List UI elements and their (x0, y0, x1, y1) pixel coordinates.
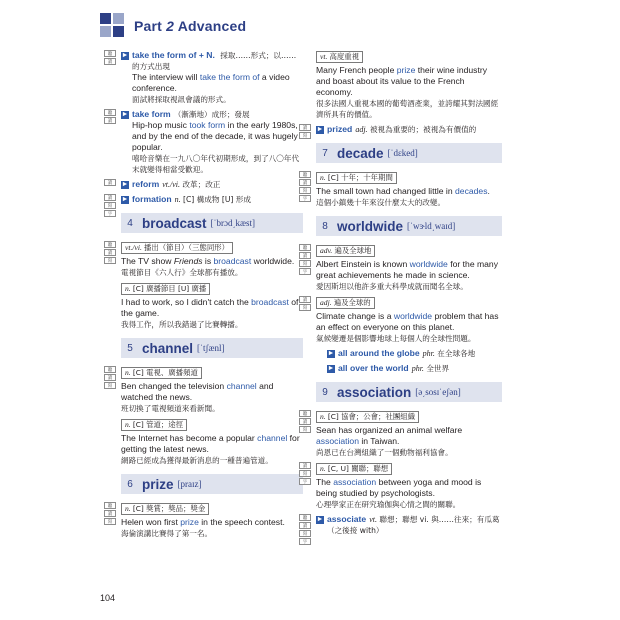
headword-number: 7 (322, 147, 328, 159)
example-fragment: worldwide. (251, 256, 295, 266)
skill-tags (104, 179, 118, 186)
example-fragment: a video conference. (132, 72, 290, 93)
sense-label (316, 51, 363, 63)
headword-number: 6 (127, 478, 133, 490)
derivative-gloss: 採取……形式；以……的方式出現 (132, 51, 297, 71)
pos-label: n. (125, 284, 131, 293)
headword: prize (142, 476, 174, 492)
skill-tag: 讀 (104, 179, 116, 186)
headword-ipa: [ˈtʃænl] (197, 343, 225, 353)
derivative-word: all over the world (338, 363, 409, 373)
example-translation: 愛因斯坦以他許多重大科學成就而聞名全球。 (316, 282, 468, 291)
skill-tag: 寫 (104, 257, 116, 264)
sense-gloss: [C, U] 關聯；聯想 (327, 464, 389, 473)
arrow-icon: ► (327, 364, 335, 372)
example-sentence (121, 72, 303, 94)
skill-tag: 聽 (299, 514, 311, 521)
intro-derivative (107, 179, 303, 190)
headword: association (337, 384, 412, 400)
derivative-gloss: 聯想；聯想 vi. 與……往來；有瓜葛（之後接 with） (327, 515, 500, 535)
pos-label: adj. (355, 125, 368, 134)
example-fragment: The TV show (121, 256, 174, 266)
sense-label (316, 172, 397, 184)
skill-tags (299, 244, 313, 275)
example-fragment: Hip-hop music (132, 120, 190, 130)
example-fragment: of the game. (121, 297, 299, 318)
skill-tags (104, 50, 118, 65)
skill-tags (299, 124, 313, 139)
sense-block (302, 406, 502, 458)
sense-label (121, 503, 209, 515)
example-fragment: I had to work, so I didn't catch the (121, 297, 252, 307)
sense-block (302, 240, 502, 292)
derivative-gloss: 改革；改正 (180, 180, 221, 189)
derivative-entry (107, 109, 303, 123)
skill-tags (104, 194, 118, 217)
example-translation: 心理學家正在研究瑜伽與心情之間的關聯。 (316, 500, 461, 509)
skill-tag: 讀 (299, 296, 311, 303)
sense-block (302, 292, 502, 344)
skill-tag: 寫 (104, 518, 116, 525)
headword-bar (121, 213, 303, 233)
example-sentence (316, 425, 502, 447)
page-number: 104 (100, 593, 116, 603)
skill-tag: 讀 (299, 418, 311, 425)
skill-tag: 讀 (104, 117, 116, 124)
sense-block (121, 278, 303, 330)
pos-label: phr. (411, 364, 424, 373)
sense-label (121, 242, 233, 254)
example-fragment: worldwide (409, 259, 448, 269)
arrow-icon: ► (327, 349, 335, 357)
skill-tag: 聽 (299, 244, 311, 251)
skill-tags (104, 502, 118, 525)
intro-derivative (107, 50, 303, 105)
example-translation: 班切換了電視頻道來看新聞。 (121, 404, 220, 413)
example-sentence (121, 256, 303, 267)
example-fragment: and watched the news. (121, 381, 274, 402)
headword-bar (316, 382, 502, 402)
example-sentence (121, 433, 303, 455)
prize-continued (302, 46, 502, 138)
example-fragment: The (316, 477, 334, 487)
pos-label: adj. (320, 298, 332, 307)
skill-tag: 寫 (299, 530, 311, 537)
sense-gloss: 播出（節目）（三態同形） (144, 243, 229, 252)
derivative-word: take form (132, 109, 171, 119)
skill-tag: 寫 (299, 304, 311, 311)
example-fragment: problem that has an effect on everyone on this planet. (316, 311, 499, 332)
example-sentence (316, 186, 502, 197)
example-translation: 氣候變遷是個影響地球上每個人的全球性問題。 (316, 334, 476, 343)
sense-block (302, 167, 502, 208)
headword-number: 4 (127, 217, 133, 229)
page-header (100, 14, 246, 38)
skill-tag: 字 (299, 478, 311, 485)
example-fragment: The Internet has become a popular (121, 433, 258, 443)
example-fragment: channel (226, 381, 257, 391)
example-fragment: in the speech contest. (198, 517, 285, 527)
sense-label (316, 245, 375, 257)
pos-label: n. (320, 173, 326, 182)
pos-label: n. (125, 504, 131, 513)
skill-tags (299, 462, 313, 485)
derivative-body (132, 50, 303, 72)
skill-tags (104, 366, 118, 389)
skill-tags (104, 241, 118, 264)
arrow-icon: ► (121, 180, 129, 188)
pos-label: vt./vi. (125, 243, 142, 252)
example-fragment: Helen won first (121, 517, 181, 527)
example-fragment: channel (257, 433, 288, 443)
headword-bar (316, 216, 502, 236)
sense-gloss: [C] 十年；十年期間 (327, 173, 393, 182)
arrow-icon: ► (121, 195, 129, 203)
intro-derivative (107, 109, 303, 175)
sense-label (121, 367, 202, 379)
sense-label (121, 419, 187, 431)
skill-tag: 寫 (299, 187, 311, 194)
example-sentence (121, 120, 303, 153)
derivative-entry (302, 124, 502, 138)
skill-tags (299, 296, 313, 311)
part-title: Part 2 Advanced (134, 18, 247, 34)
example-fragment: worldwide (393, 311, 433, 321)
skill-tag: 寫 (299, 470, 311, 477)
derivative-word: prized (327, 124, 353, 134)
example-sentence (316, 311, 502, 333)
pos-label: vt./vi. (162, 180, 181, 189)
example-translation: 嘻哈音樂在一九八〇年代初期形成，到了八〇年代末就變得相當受歡迎。 (132, 154, 300, 174)
headword-ipa: [ˈwɝld͵waɪd] (407, 221, 456, 231)
example-translation: 海倫演講比賽得了第一名。 (121, 529, 213, 538)
sense-gloss: 遍及全球的 (333, 298, 371, 307)
headword: channel (142, 340, 194, 356)
left-column (107, 46, 303, 539)
example-fragment: . (487, 186, 490, 196)
example-fragment: for getting the latest news. (121, 433, 300, 454)
skill-tag: 字 (104, 210, 116, 217)
sense-label (121, 283, 210, 295)
derivative-body (338, 348, 475, 359)
skill-tag: 寫 (104, 202, 116, 209)
skill-tag: 讀 (104, 374, 116, 381)
right-column (302, 46, 502, 544)
example-fragment: prize (396, 65, 416, 75)
arrow-icon: ► (121, 51, 129, 59)
skill-tag: 讀 (299, 124, 311, 131)
sense-label (316, 297, 375, 309)
derivative-entry (107, 50, 303, 72)
example-sentence (316, 477, 502, 499)
skill-tag: 讀 (104, 510, 116, 517)
example-fragment: broadcast (213, 256, 252, 266)
pos-label: n. (125, 368, 131, 377)
example-fragment: association (316, 436, 359, 446)
example-fragment: Sean has organized an animal welfare (316, 425, 463, 435)
example-fragment: association (333, 477, 377, 487)
sense-block (302, 458, 502, 510)
skill-tag: 字 (299, 195, 311, 202)
example-translation: 尚恩已在台灣組織了一個動物福利協會。 (316, 448, 453, 457)
arrow-icon: ► (316, 515, 324, 523)
sense-gloss: [C] 協會；公會；社團組織 (327, 412, 416, 421)
derivative-word: formation (132, 194, 172, 204)
skill-tag: 寫 (299, 426, 311, 433)
sense-gloss: [C] 廣播節目 [U] 廣播 (132, 284, 207, 293)
example-translation: 網路已經成為獲得最新消息的一種普遍管道。 (121, 456, 273, 465)
example-fragment: Ben changed the television (121, 381, 227, 391)
part-logo-icon (100, 13, 126, 39)
skill-tag: 字 (299, 268, 311, 275)
example-sentence (121, 517, 303, 528)
derivative-gloss: （漸漸地）成形；發展 (173, 110, 250, 119)
skill-tag: 聽 (104, 502, 116, 509)
headword-number: 5 (127, 342, 133, 354)
derivative-gloss: 在全球各地 (434, 349, 476, 358)
pos-label: n. (320, 464, 326, 473)
example-fragment: Climate change is a (316, 311, 394, 321)
example-fragment: decades (455, 186, 488, 196)
sense-gloss: [C] 電視、廣播頻道 (132, 368, 198, 377)
derivative-body (132, 109, 250, 120)
example-fragment: between yoga and mood is being studied by psychologists. (316, 477, 482, 498)
skill-tag: 聽 (104, 241, 116, 248)
derivative-entry (107, 194, 303, 216)
skill-tags (299, 514, 313, 545)
skill-tag: 讀 (104, 58, 116, 65)
example-translation: 面試將採取視訊會議的形式。 (132, 95, 231, 104)
example-fragment: in the early 1980s, and by the end of the decade, it was hugely popular. (132, 120, 298, 152)
example-translation: 這個小鎮幾十年來沒什麼太大的改變。 (316, 198, 446, 207)
example-sentence (121, 297, 303, 319)
sense-gloss: 遍及全球地 (334, 246, 372, 255)
example-sentence (316, 65, 502, 98)
example-translation: 很多法國人重視本國的葡萄酒產業，並誇耀其對法國經濟所具有的價值。 (316, 99, 499, 119)
derivative-word: reform (132, 179, 160, 189)
pos-label: vt. (320, 52, 328, 61)
derivative-gloss: 被視為重要的；被視為有價值的 (367, 125, 477, 134)
skill-tag: 寫 (299, 132, 311, 139)
skill-tags (299, 410, 313, 433)
example-fragment: prize (180, 517, 199, 527)
skill-tag: 聽 (299, 171, 311, 178)
skill-tag: 讀 (299, 462, 311, 469)
pos-label: n. (125, 420, 131, 429)
skill-tag: 聽 (104, 366, 116, 373)
derivative-entry (107, 179, 303, 190)
sense-gloss: 高度重視 (329, 52, 360, 61)
headword-bar (316, 143, 502, 163)
example-fragment: broadcast (251, 297, 289, 307)
example-fragment: Friends (173, 256, 203, 266)
derivative-gloss: [C] 構成物 [U] 形成 (180, 195, 251, 204)
derivative-word: associate (327, 514, 367, 524)
headword-ipa: [praɪz] (177, 479, 202, 489)
arrow-icon: ► (316, 125, 324, 133)
headword: decade (337, 145, 384, 161)
example-fragment: took form (189, 120, 226, 130)
skill-tag: 讀 (104, 194, 116, 201)
skill-tag: 讀 (104, 249, 116, 256)
sense-block (107, 498, 303, 539)
example-fragment: in Taiwan. (359, 436, 400, 446)
pos-label: vt. (369, 515, 377, 524)
sense-block (107, 237, 303, 278)
derivative-body (327, 124, 476, 135)
intro-derivative (107, 194, 303, 216)
skill-tag: 聽 (104, 109, 116, 116)
example-translation: 我得工作，所以我錯過了比賽轉播。 (121, 320, 243, 329)
pos-label: adv. (320, 246, 333, 255)
headword-ipa: [ˈbrɔd͵kæst] (210, 218, 256, 228)
derivative-entry (316, 348, 502, 359)
skill-tag: 讀 (299, 179, 311, 186)
skill-tag: 字 (299, 538, 311, 545)
headword-ipa: [ə͵sosɪˈeʃən] (415, 387, 461, 397)
sense-gloss: [C] 獎賞；獎品；獎金 (132, 504, 206, 513)
derivative-entry (302, 514, 502, 544)
derivative-body (132, 194, 251, 205)
sense-label (316, 463, 392, 475)
pos-label: phr. (422, 349, 435, 358)
sense-gloss: [C] 管道；途徑 (132, 420, 184, 429)
skill-tag: 聽 (104, 50, 116, 57)
derivative-word: all around the globe (338, 348, 420, 358)
example-fragment: their wine industry and boast about its value to the French economy. (316, 65, 488, 97)
example-fragment: for the many great achievements he made in science. (316, 259, 498, 280)
headword: worldwide (337, 218, 404, 234)
sense-block (107, 362, 303, 414)
pos-label: n. (174, 195, 181, 204)
example-fragment: The small town had changed little in (316, 186, 456, 196)
skill-tag: 寫 (104, 382, 116, 389)
example-translation: 電視節目《六人行》全球都有播放。 (121, 268, 243, 277)
headword: broadcast (142, 215, 207, 231)
example-fragment: take the form of (199, 72, 260, 82)
example-fragment: is (202, 256, 214, 266)
headword-number: 9 (322, 386, 328, 398)
example-sentence (316, 259, 502, 281)
derivative-gloss: 全世界 (423, 364, 450, 373)
skill-tags (104, 109, 118, 124)
example-fragment: The interview will (132, 72, 200, 82)
skill-tags (299, 171, 313, 202)
derivative-word: take the form of + N. (132, 50, 215, 60)
example-fragment: Albert Einstein is known (316, 259, 410, 269)
example-sentence (121, 381, 303, 403)
skill-tag: 讀 (299, 252, 311, 259)
sense-label (316, 411, 419, 423)
skill-tag: 讀 (299, 522, 311, 529)
derivative-entry (316, 363, 502, 374)
headword-bar (121, 474, 303, 494)
derivative-body (132, 179, 220, 190)
sense-block (121, 414, 303, 466)
derivative-body (338, 363, 449, 374)
headword-ipa: [ˈdɛked] (387, 148, 418, 158)
headword-number: 8 (322, 220, 328, 232)
pos-label: n. (320, 412, 326, 421)
derivative-body (327, 514, 502, 536)
skill-tag: 聽 (299, 410, 311, 417)
arrow-icon: ► (121, 110, 129, 118)
example-fragment: Many French people (316, 65, 397, 75)
skill-tag: 寫 (299, 260, 311, 267)
headword-bar (121, 338, 303, 358)
